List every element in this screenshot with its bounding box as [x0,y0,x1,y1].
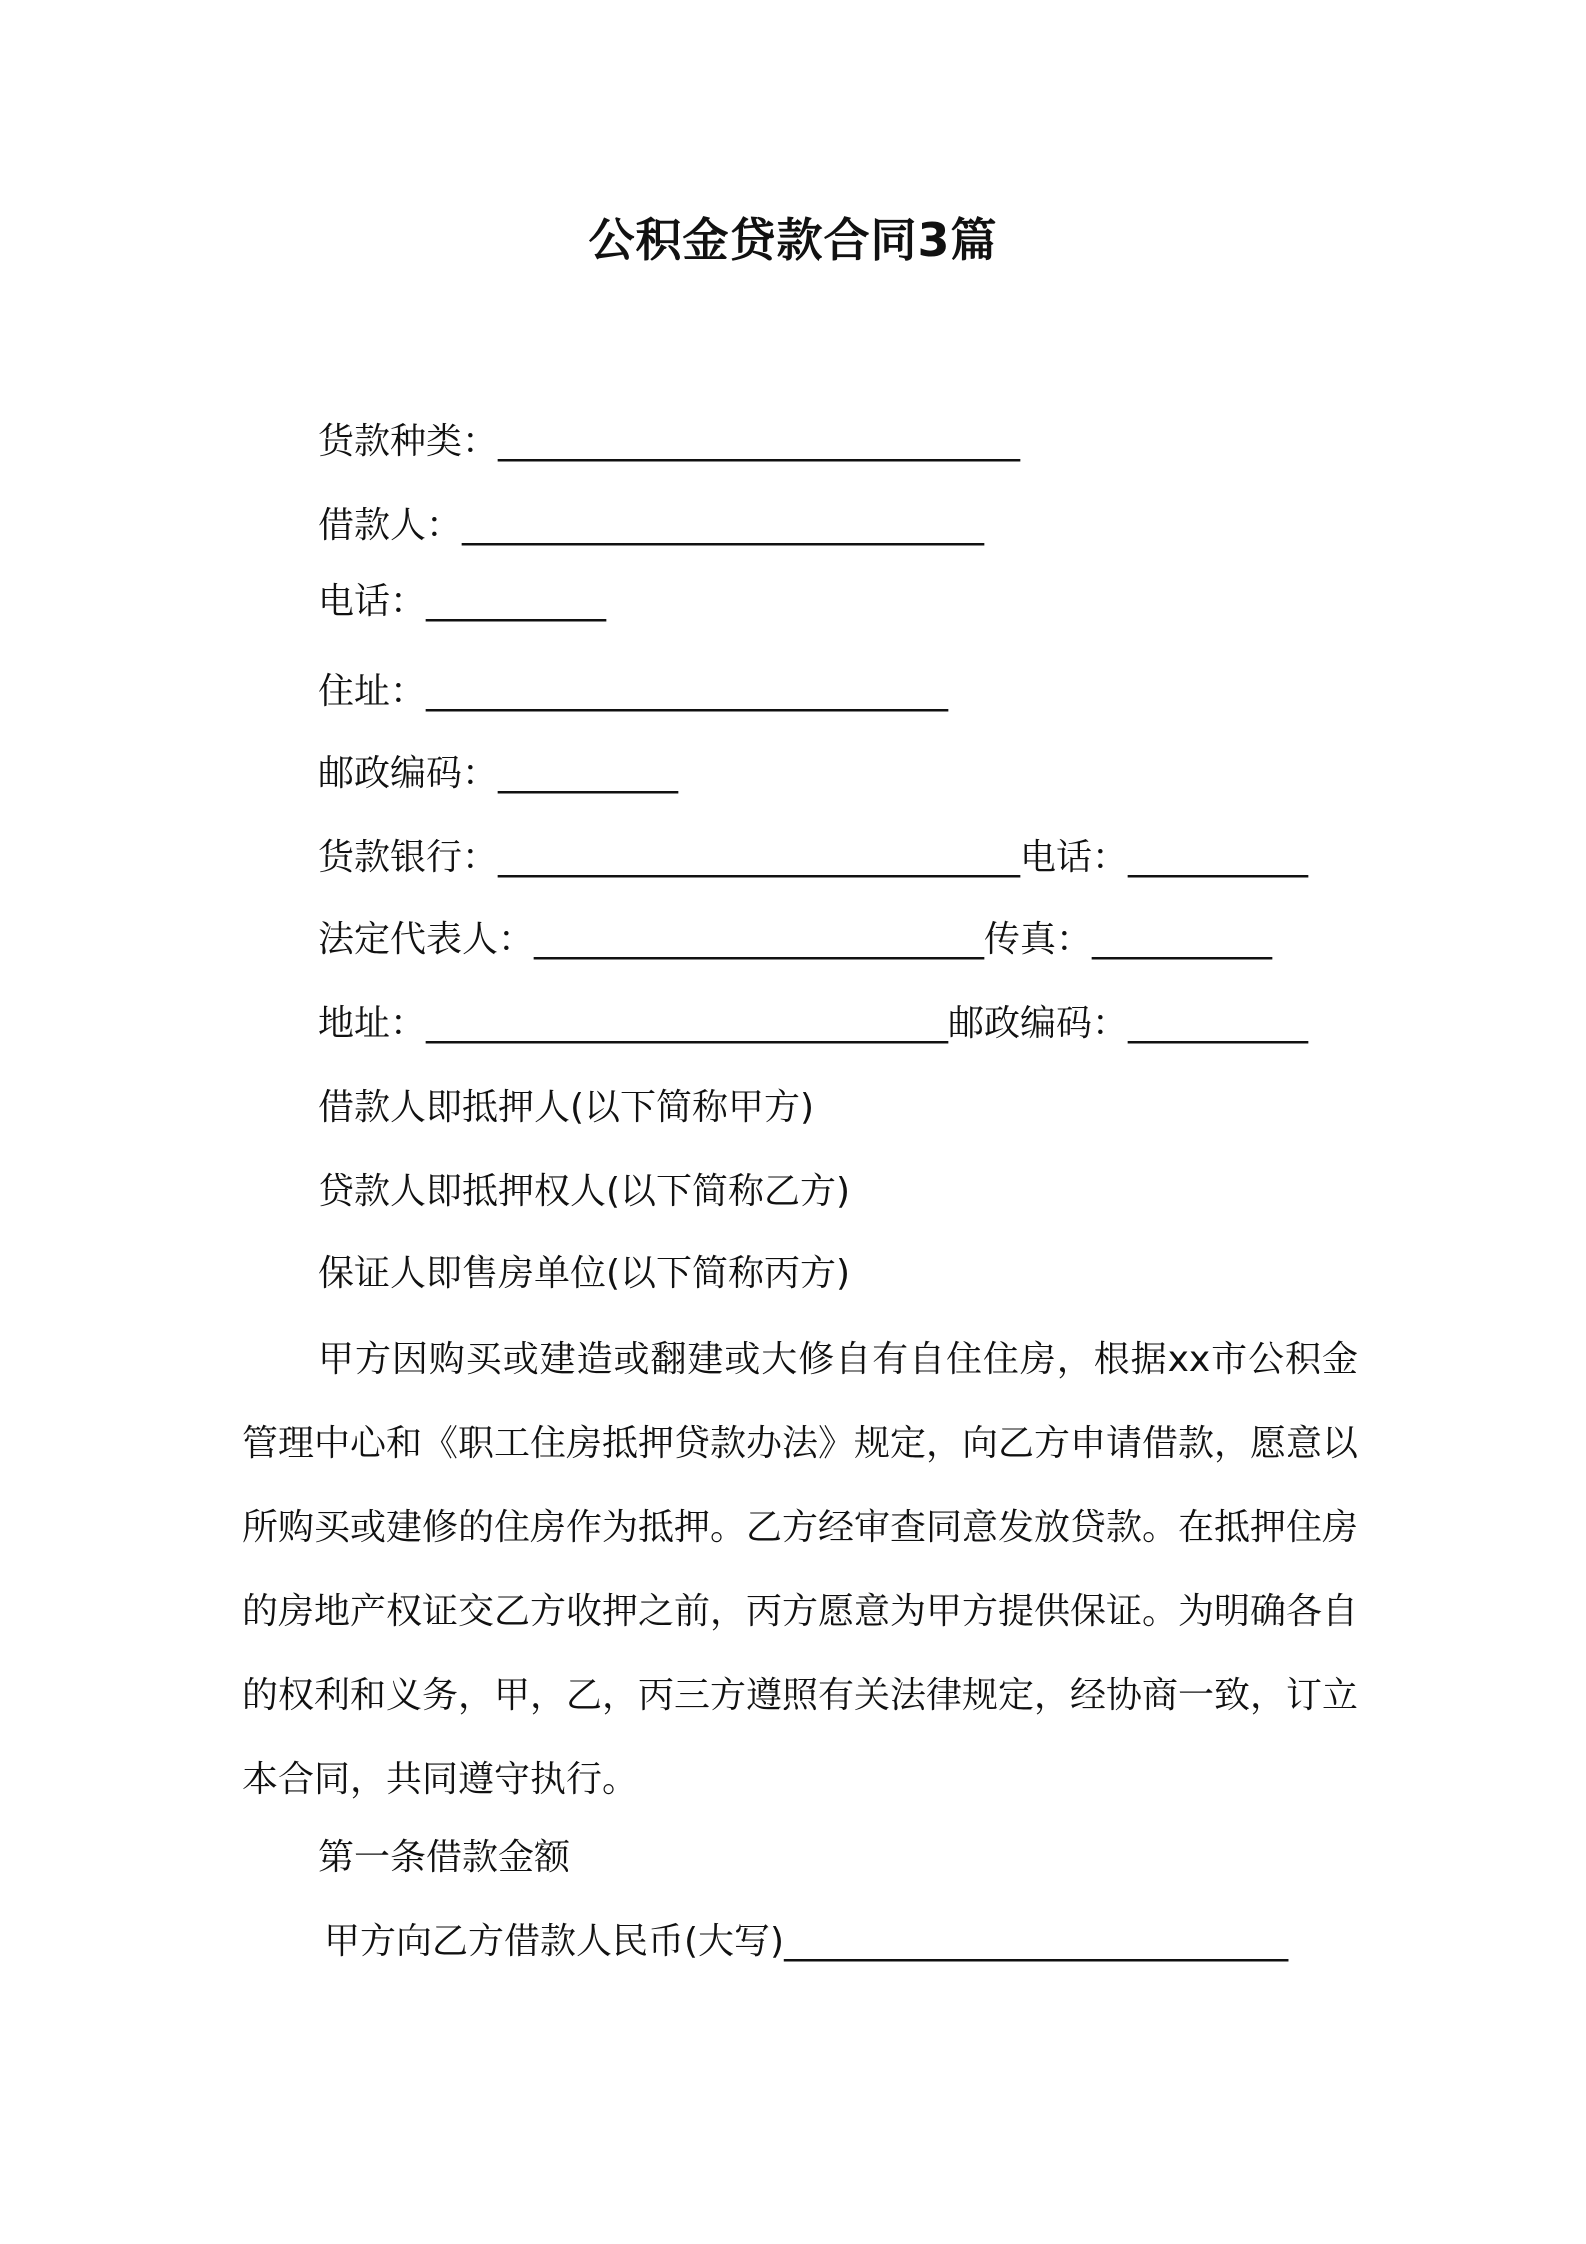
intro-paragraph: 甲方因购买或建造或翻建或大修自有自住住房，根据xx市公积金管理中心和《职工住房抵押贷款办法》规定，向乙方申请借款，愿意以所购买或建修的住房作为抵押。乙方经审查同意发放贷款。在抵押住房的房地产权证交乙方收押之前，丙方愿意为甲方提供保证。为明确各自的权利和义务，甲，乙，丙三方遵照有关法律规定，经协商一致，订立本合同，共同遵守执行。 [242,1339,1359,1800]
page-title: 公积金贷款合同3篇 [588,213,998,267]
field-loan-type: 货款种类：_____________________________ [318,421,1021,462]
field-borrower: 借款人：_____________________________ [318,505,985,546]
field-postal-code: 邮政编码：__________ [318,753,679,794]
party-c-definition: 保证人即售房单位(以下简称丙方) [318,1253,851,1294]
article-1-heading: 第一条借款金额 [318,1837,571,1878]
party-a-definition: 借款人即抵押人(以下简称甲方) [318,1087,815,1128]
field-address: 住址：_____________________________ [318,671,949,712]
field-phone: 电话：__________ [318,581,607,622]
field-bank-address: 地址：_____________________________邮政编码：__________ [318,1003,1309,1044]
field-lending-bank: 货款银行：_____________________________电话：__________ [318,837,1309,878]
field-legal-representative: 法定代表人：_________________________传真：__________ [318,919,1273,960]
party-b-definition: 贷款人即抵押权人(以下简称乙方) [318,1171,851,1212]
article-1-text: 甲方向乙方借款人民币(大写)____________________________ [324,1921,1289,1962]
